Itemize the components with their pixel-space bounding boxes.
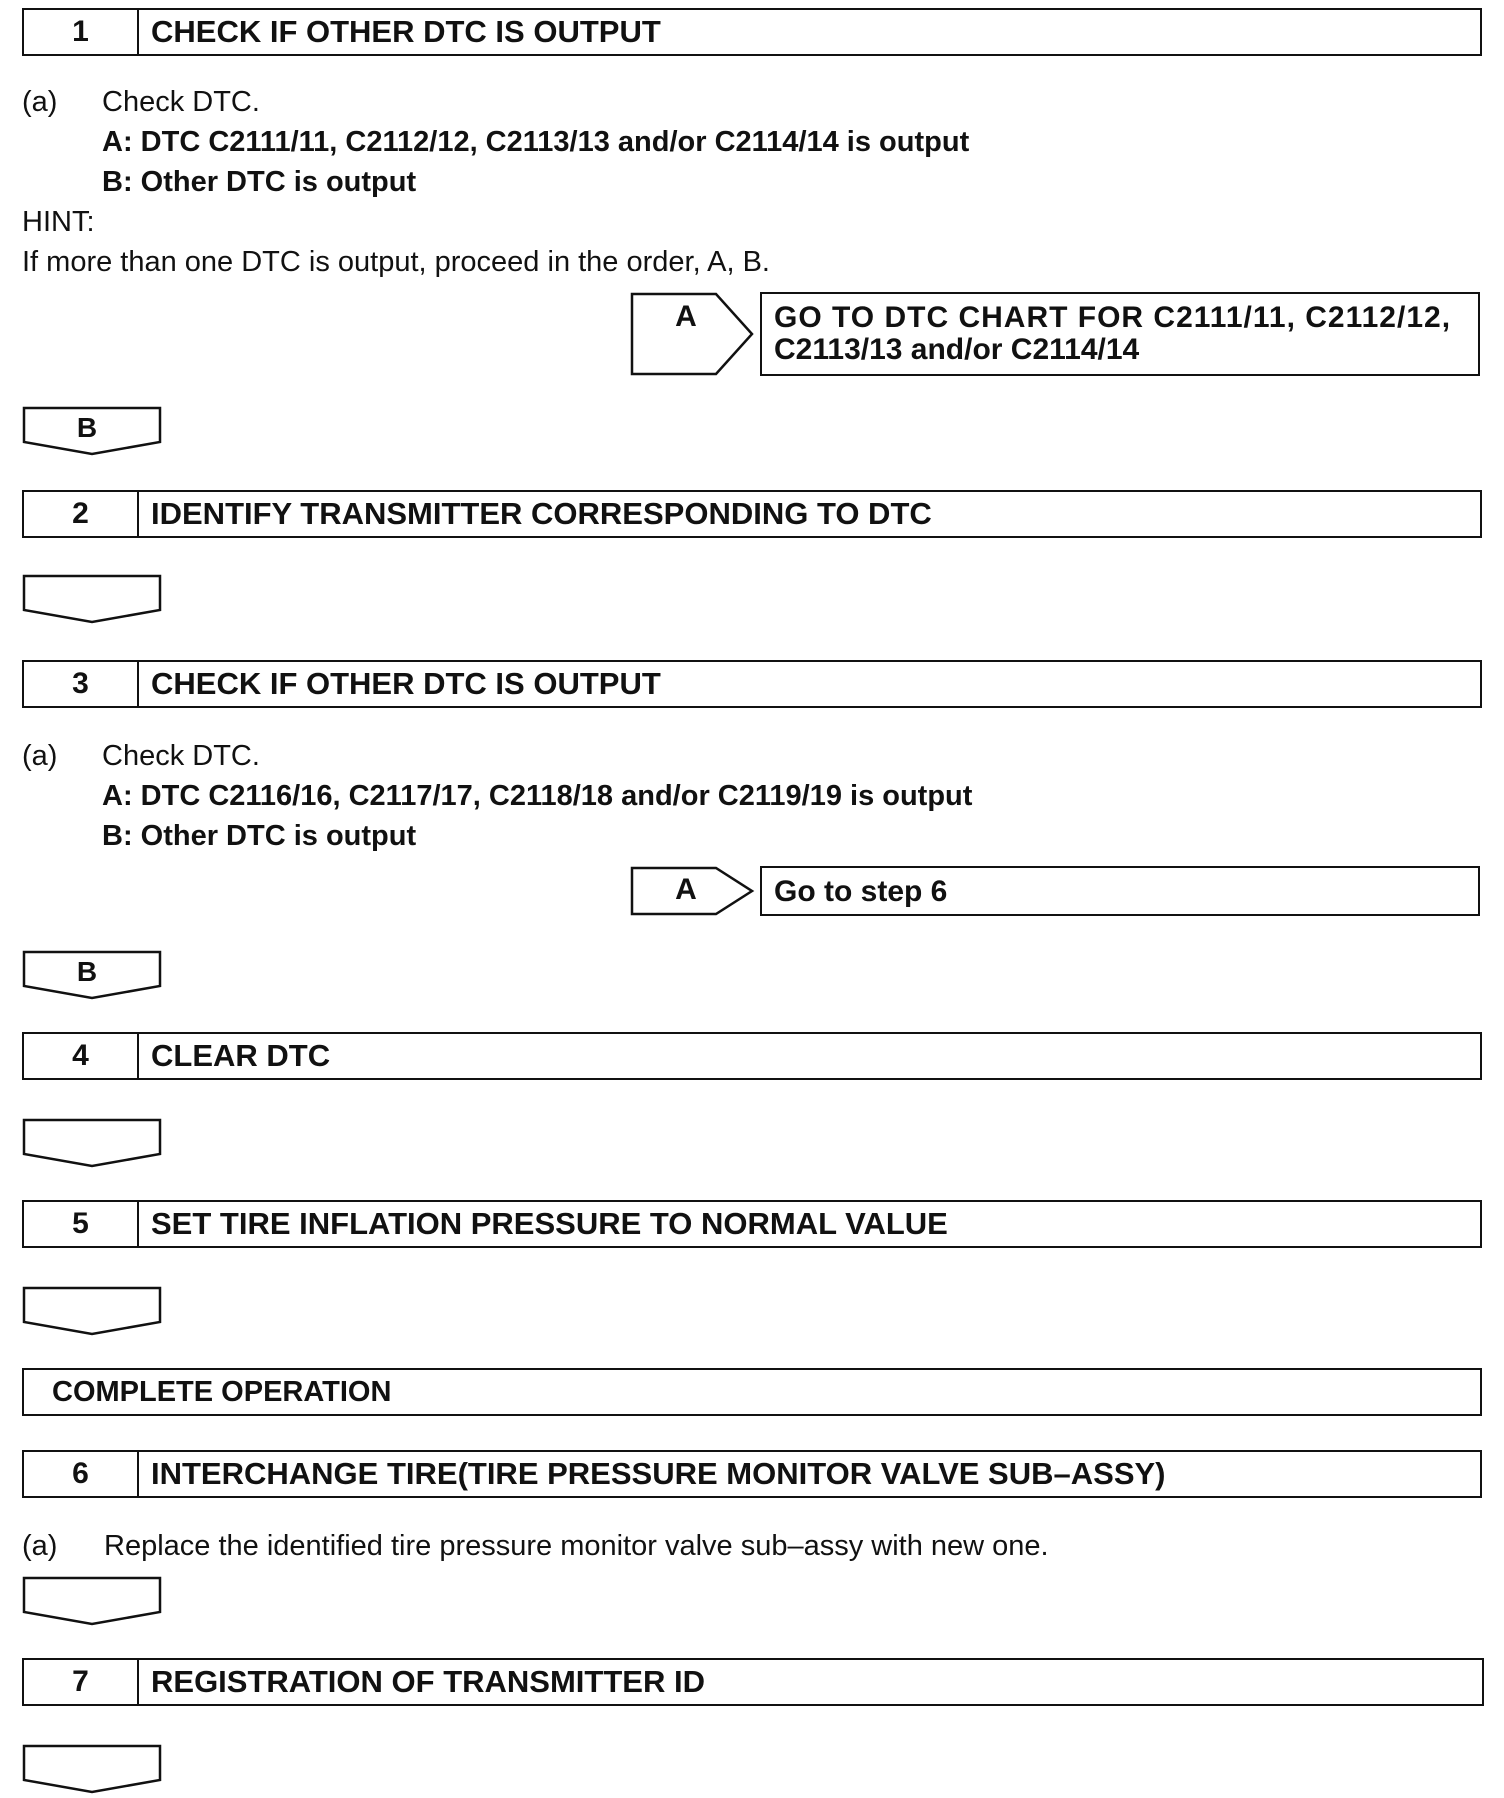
step-title: IDENTIFY TRANSMITTER CORRESPONDING TO DTC [151, 496, 932, 531]
connector-label-b: B [76, 956, 98, 987]
step-number: 2 [24, 492, 139, 536]
step-title: CHECK IF OTHER DTC IS OUTPUT [151, 14, 661, 49]
item-marker: (a) [22, 1530, 58, 1562]
complete-operation-box: COMPLETE OPERATION [22, 1368, 1482, 1416]
step-number: 5 [24, 1202, 139, 1246]
item-marker: (a) [22, 740, 58, 772]
step-number: 1 [24, 10, 139, 54]
connector-arrow [22, 574, 162, 624]
item-marker: (a) [22, 86, 58, 118]
branch-result: Go to step 6 [774, 875, 948, 908]
item-text: Check DTC. [102, 86, 260, 118]
step-number: 6 [24, 1452, 139, 1496]
step-1-header [22, 8, 1482, 56]
hint-label: HINT: [22, 206, 95, 238]
step-number: 3 [24, 662, 139, 706]
step-title: CHECK IF OTHER DTC IS OUTPUT [151, 666, 661, 701]
item-text: Check DTC. [102, 740, 260, 772]
step-3-header [22, 660, 1482, 708]
item-text: Replace the identified tire pressure monitor valve sub–assy with new one. [104, 1530, 1049, 1562]
connector-arrow [22, 1118, 162, 1168]
branch-label-a: A [675, 300, 697, 333]
branch-result-box [760, 292, 1480, 376]
step-5-header [22, 1200, 1482, 1248]
hint-text: If more than one DTC is output, proceed in the order, A, B. [22, 246, 770, 278]
branch-result-line1: GO TO DTC CHART FOR C2111/11, C2112/12, [774, 301, 1452, 334]
step-4-header [22, 1032, 1482, 1080]
connector-arrow [22, 1744, 162, 1794]
branch-result-box [760, 866, 1480, 916]
branch-label-a: A [675, 873, 697, 906]
option-a: A: DTC C2116/16, C2117/17, C2118/18 and/or C2119/19 is output [102, 780, 973, 812]
step-2-header [22, 490, 1482, 538]
option-b: B: Other DTC is output [102, 166, 417, 198]
step-title: REGISTRATION OF TRANSMITTER ID [151, 1664, 705, 1699]
step-title: INTERCHANGE TIRE(TIRE PRESSURE MONITOR VALVE SUB–ASSY) [151, 1456, 1166, 1491]
option-b: B: Other DTC is output [102, 820, 417, 852]
connector-label-b: B [76, 412, 98, 443]
connector-arrow [22, 1286, 162, 1336]
connector-arrow [22, 1576, 162, 1626]
step-7-header [22, 1658, 1484, 1706]
option-a: A: DTC C2111/11, C2112/12, C2113/13 and/or C2114/14 is output [102, 126, 970, 158]
step-6-header [22, 1450, 1482, 1498]
branch-result-line2: C2113/13 and/or C2114/14 [774, 333, 1140, 366]
step-title: SET TIRE INFLATION PRESSURE TO NORMAL VALUE [151, 1206, 948, 1241]
step-number: 4 [24, 1034, 139, 1078]
step-title: CLEAR DTC [151, 1038, 331, 1073]
step-number: 7 [24, 1660, 139, 1704]
